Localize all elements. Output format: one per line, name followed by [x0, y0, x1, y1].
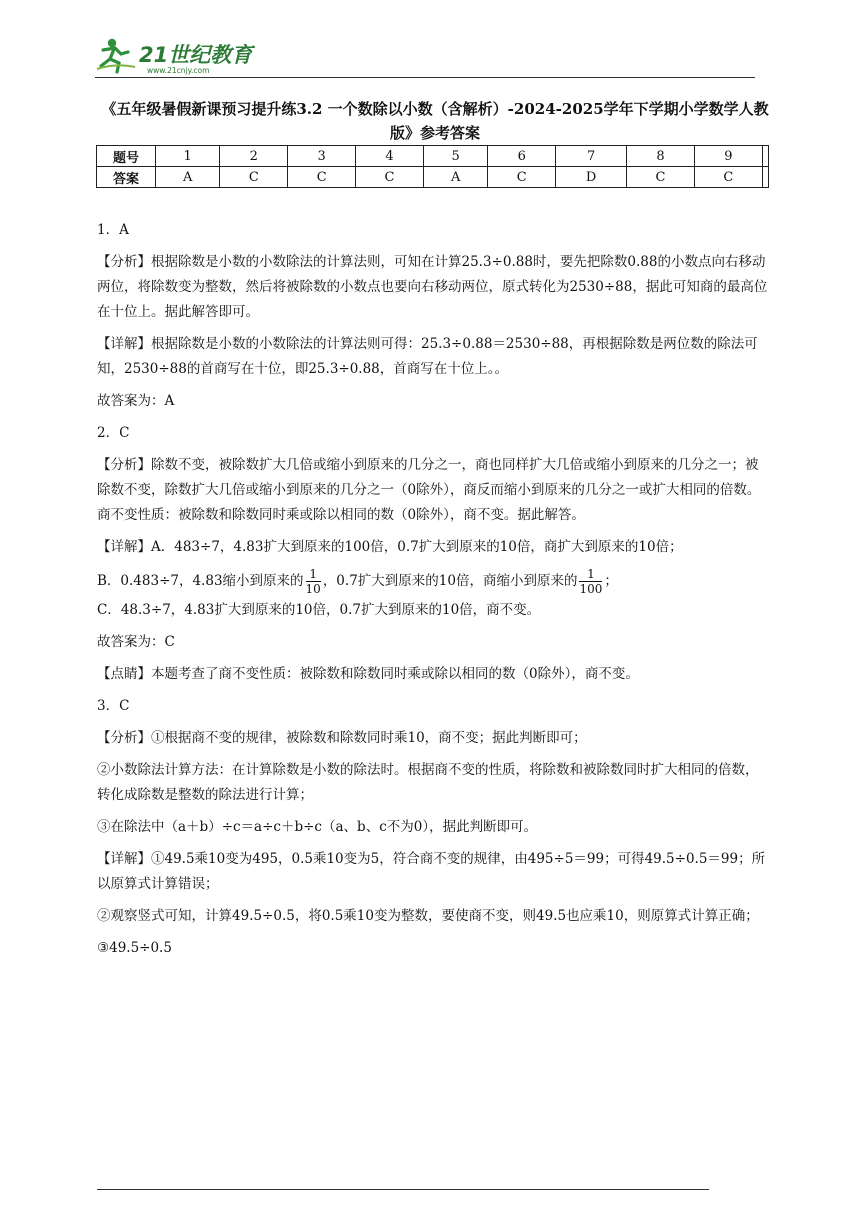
- table-cell: C: [488, 167, 556, 188]
- table-cell: C: [288, 167, 356, 188]
- table-row-answers: [97, 167, 769, 188]
- q3-heading: 3．C: [97, 698, 130, 714]
- fraction-one-tenth: [306, 567, 321, 596]
- q3-detail-2: ②观察竖式可知，计算49.5÷0.5，将0.5乘10变为整数，要使商不变，则49.5也应乘10，则原算式计算正确；: [97, 908, 759, 924]
- table-cell: C: [627, 167, 695, 188]
- fraction-numerator: 1: [306, 567, 321, 582]
- q2-heading: 2．C: [97, 425, 130, 441]
- page-header: [95, 36, 755, 78]
- row-label-number: 题号: [97, 146, 156, 167]
- q2-detail-b: [97, 567, 769, 596]
- q2-detail-b-text2: ，0.7扩大到原来的10倍，商缩小到原来的: [322, 573, 578, 589]
- q2-comment: 【点睛】本题考查了商不变性质：被除数和除数同时乘或除以相同的数（0除外），商不变。: [97, 666, 639, 682]
- table-cell: 6: [488, 146, 556, 167]
- q2-analysis: 【分析】除数不变，被除数扩大几倍或缩小到原来的几分之一，商也同样扩大几倍或缩小到原来的几分之一；被除数不变，除数扩大几倍或缩小到原来的几分之一（0除外），商反而缩小到原来的几分之一或扩大相同的倍数。商不变性质：被除数和除数同时乘或除以相同的数（0除外），商不变。据此解答。: [97, 457, 761, 523]
- table-cell: 1: [156, 146, 220, 167]
- runner-icon: [97, 39, 135, 72]
- table-cell: C: [220, 167, 288, 188]
- fraction-numerator: 1: [579, 567, 602, 582]
- table-cell: 8: [627, 146, 695, 167]
- table-cell: 9: [694, 146, 762, 167]
- q3-analysis-1: 【分析】①根据商不变的规律，被除数和除数同时乘10，商不变；据此判断即可；: [97, 730, 587, 746]
- q2-detail-c: C．48.3÷7，4.83扩大到原来的10倍，0.7扩大到原来的10倍，商不变。: [97, 602, 541, 618]
- q1-detail: 【详解】根据除数是小数的小数除法的计算法则可得：25.3÷0.88＝2530÷88，再根据除数是两位数的除法可知，2530÷88的首商写在十位，即25.3÷0.88，首商写在十位上。。: [97, 336, 758, 377]
- table-cell: C: [694, 167, 762, 188]
- q2-detail-b-text3: ；: [604, 573, 618, 589]
- q2-detail-a: 【详解】A．483÷7，4.83扩大到原来的100倍，0.7扩大到原来的10倍，商扩大到原来的10倍；: [97, 539, 683, 555]
- table-cell: A: [423, 167, 487, 188]
- q2-answer: 故答案为：C: [97, 634, 175, 650]
- table-cell: 4: [356, 146, 424, 167]
- header-divider: [95, 77, 755, 78]
- logo-21cnjy: [95, 36, 265, 76]
- q1-analysis: 【分析】根据除数是小数的小数除法的计算法则，可知在计算25.3÷0.88时，要先把除数0.88的小数点向右移动两位，将除数变为整数，然后将被除数的小数点也要向右移动两位，原式转化为2530÷88，据此可知商的最高位在十位上。据此解答即可。: [97, 254, 768, 320]
- table-cell: 5: [423, 146, 487, 167]
- q3-analysis-2: ②小数除法计算方法：在计算除数是小数的除法时。根据商不变的性质，将除数和被除数同时扩大相同的倍数，转化成除数是整数的除法进行计算；: [97, 762, 759, 803]
- table-cell: 7: [556, 146, 627, 167]
- document-title: 《五年级暑假新课预习提升练3.2 一个数除以小数（含解析）-2024-2025学年下学期小学数学人教版》参考答案: [101, 100, 769, 142]
- table-cell: A: [156, 167, 220, 188]
- row-label-answer: 答案: [97, 167, 156, 188]
- q3-detail-3: ③49.5÷0.5: [97, 940, 172, 956]
- q3-analysis-3: ③在除法中（a＋b）÷c＝a÷c＋b÷c（a、b、c不为0），据此判断即可。: [97, 819, 538, 835]
- table-cell: D: [556, 167, 627, 188]
- answer-table: [96, 145, 769, 188]
- logo-text: 21世纪教育: [139, 43, 253, 67]
- table-cell: [762, 146, 768, 167]
- table-cell: C: [356, 167, 424, 188]
- solutions-body: [97, 218, 769, 968]
- footer-divider: [97, 1189, 709, 1190]
- fraction-one-hundredth: [579, 567, 602, 596]
- table-cell: [762, 167, 768, 188]
- fraction-denominator: 10: [305, 582, 321, 596]
- q1-answer: 故答案为：A: [97, 393, 175, 409]
- logo-url: www.21cnjy.com: [147, 66, 210, 75]
- q2-detail-b-text1: B．0.483÷7，4.83缩小到原来的: [97, 573, 304, 589]
- table-cell: 2: [220, 146, 288, 167]
- q1-heading: 1．A: [97, 222, 129, 238]
- fraction-denominator: 100: [579, 582, 603, 596]
- q3-detail-1: 【详解】①49.5乘10变为495，0.5乘10变为5，符合商不变的规律，由495÷5＝99；可得49.5÷0.5＝99；所以原算式计算错误；: [97, 851, 766, 892]
- table-cell: 3: [288, 146, 356, 167]
- table-row-numbers: [97, 146, 769, 167]
